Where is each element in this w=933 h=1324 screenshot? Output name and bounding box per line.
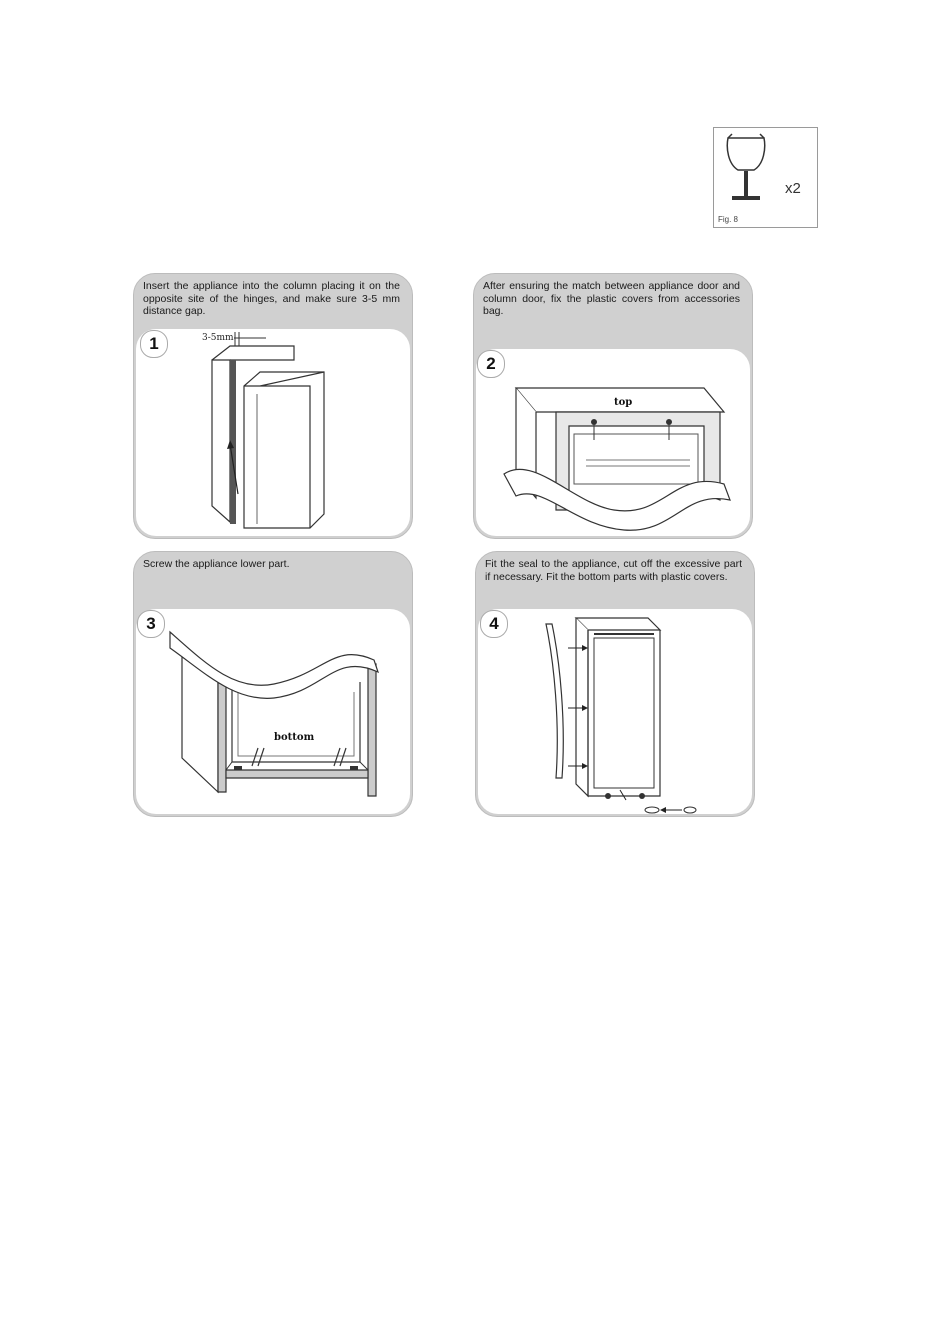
step-text: After ensuring the match between appliance door and column door, fix the plastic covers from accessories bag. <box>483 280 740 317</box>
step-card-2 <box>473 273 753 539</box>
figure-caption: Fig. 8 <box>718 215 739 224</box>
step-number: 1 <box>140 330 168 358</box>
step-number: 2 <box>477 350 505 378</box>
step-card-1 <box>133 273 413 539</box>
step-number: 3 <box>137 610 165 638</box>
gap-label: 3-5mm <box>202 333 234 343</box>
step-number: 4 <box>480 610 508 638</box>
insert-appliance-diagram <box>134 274 413 539</box>
step-text: Insert the appliance into the column placing it on the opposite site of the hinges, and make sure 3-5 mm distance gap. <box>143 280 400 317</box>
step-card-4 <box>475 551 755 817</box>
step-text: Screw the appliance lower part. <box>143 558 290 570</box>
quantity-label: x2 <box>785 180 801 197</box>
bottom-label: bottom <box>274 732 315 743</box>
seal-fit-diagram <box>476 552 755 817</box>
bracket-illustration <box>714 128 819 229</box>
step-card-3 <box>133 551 413 817</box>
top-label: top <box>614 397 633 408</box>
figure-8-box <box>713 127 818 228</box>
step-text: Fit the seal to the appliance, cut off the excessive part if necessary. Fit the bottom parts with plastic covers. <box>485 558 742 583</box>
bottom-screw-diagram <box>134 552 413 817</box>
top-cover-diagram <box>474 274 753 539</box>
